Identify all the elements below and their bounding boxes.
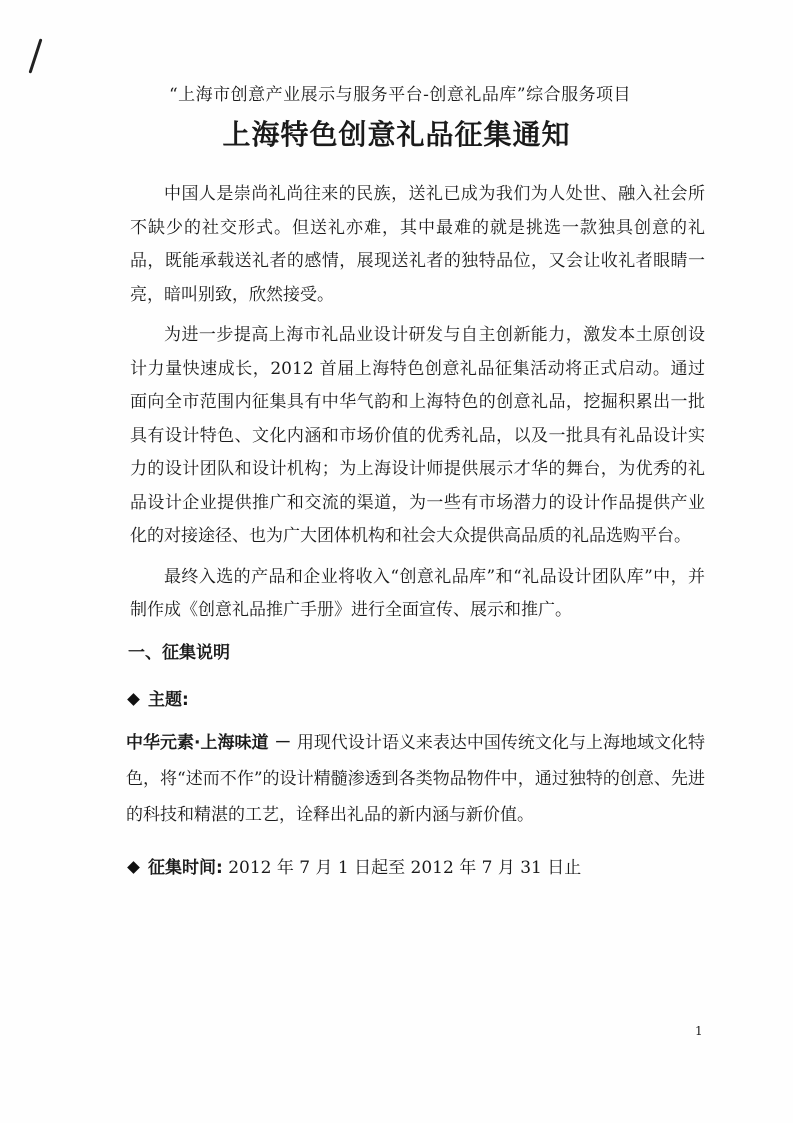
diamond-bullet-icon — [127, 693, 140, 706]
intro-paragraph-2: 为进一步提高上海市礼品业设计研发与自主创新能力，激发本土原创设计力量快速成长，2012 首届上海特色创意礼品征集活动将正式启动。通过面向全市范围内征集具有中华气韵和上海特色的创意礼品，挖掘积累出一批具有设计特色、文化内涵和市场价值的优秀礼品，以及一批具有礼品设计实力的设计团队和设计机构；为上海设计师提供展示才华的舞台，为优秀的礼品设计企业提供推广和交流的渠道，为一些有市场潜力的设计作品提供产业化的对接途径、也为广大团体机构和社会大众提供高品质的礼品选购平台。 — [130, 325, 705, 546]
diamond-bullet-icon — [127, 861, 140, 874]
period-value: 2012 年 7 月 1 日起至 2012 年 7 月 31 日止 — [222, 857, 582, 878]
theme-paragraph — [126, 725, 705, 833]
intro-paragraph-3: 最终入选的产品和企业将收入“创意礼品库”和“礼品设计团队库”中，并制作成《创意礼品推广手册》进行全面宣传、展示和推广。 — [130, 566, 705, 620]
intro-paragraph-1: 中国人是崇尚礼尚往来的民族，送礼已成为我们为人处世、融入社会所不缺少的社交形式。但送礼亦难，其中最难的就是挑选一款独具创意的礼品，既能承载送礼者的感情，展现送礼者的独特品位，又会让收礼者眼睛一亮，暗叫别致，欣然接受。 — [130, 184, 705, 305]
theme-lead: 中华元素·上海味道 － — [126, 732, 292, 753]
section-heading-collection-notes: 一、征集说明 — [128, 642, 230, 663]
handwritten-slash-mark — [29, 38, 43, 73]
period-label: 征集时间: — [148, 857, 223, 878]
theme-bullet — [126, 683, 705, 717]
theme-text: 用现代设计语义来表达中国传统文化与上海地域文化特色，将“述而不作”的设计精髓渗透到各类物品物件中，通过独特的创意、先进的科技和精湛的工艺，诠释出礼品的新内涵与新价值。 — [126, 732, 705, 825]
document-title: 上海特色创意礼品征集通知 — [222, 118, 571, 151]
document-subtitle: “上海市创意产业展示与服务平台-创意礼品库”综合服务项目 — [168, 85, 632, 105]
period-bullet — [126, 851, 705, 885]
theme-label: 主题: — [148, 689, 189, 710]
page-number: 1 — [695, 1024, 703, 1038]
document-body — [126, 178, 705, 885]
